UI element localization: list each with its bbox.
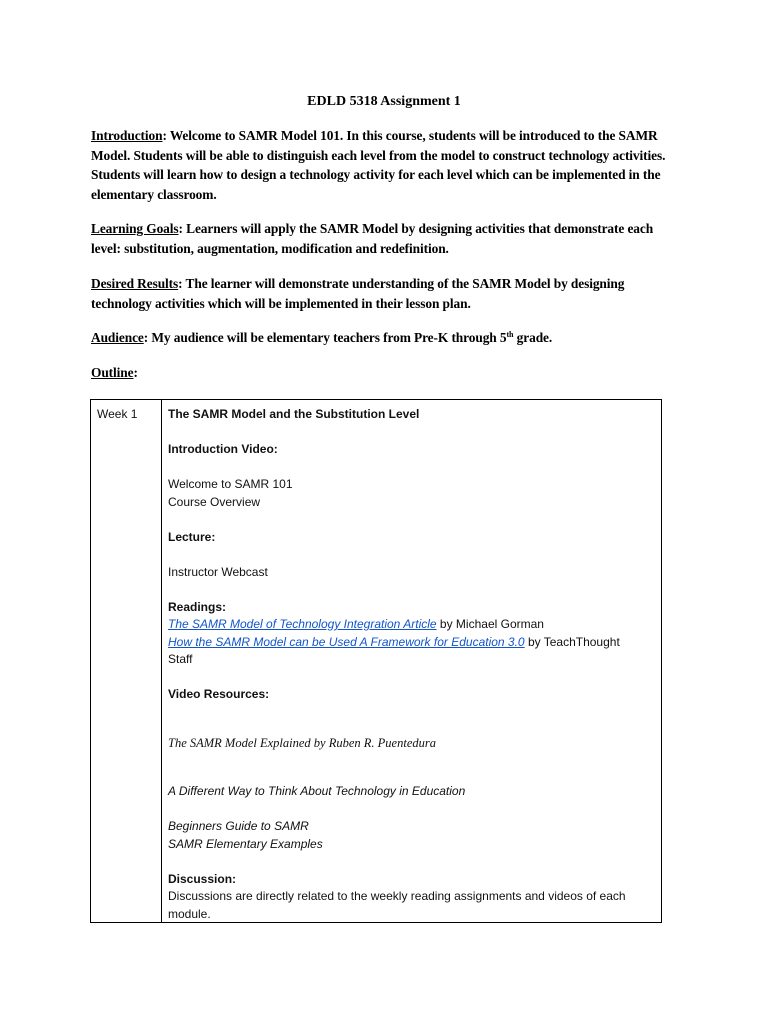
reading-author: by TeachThought	[524, 634, 620, 649]
reading-author: by Michael Gorman	[436, 617, 544, 631]
intro-video-item: Course Overview	[168, 494, 261, 509]
video-resource-item: Beginners Guide to SAMR	[168, 819, 309, 833]
video-resource-item: A Different Way to Think About Technology in Education	[168, 784, 466, 798]
audience-superscript: th	[506, 330, 514, 339]
outline-label: Outline	[91, 365, 134, 380]
video-resource-item: The SAMR Model Explained by Ruben R. Puentedura	[168, 735, 436, 750]
lecture-item: Instructor Webcast	[168, 564, 268, 579]
discussion-heading: Discussion:	[168, 871, 237, 886]
readings-heading: Readings:	[168, 599, 227, 614]
desired-results-text: : The learner will demonstrate understanding of the SAMR Model by designing technology activities which will be implemented in their lesson plan.	[91, 276, 625, 311]
introduction-paragraph	[91, 126, 671, 204]
outline-table	[90, 399, 662, 923]
desired-results-paragraph	[91, 274, 671, 313]
outline-colon: :	[133, 365, 138, 380]
column-divider	[161, 400, 162, 922]
audience-text: : My audience will be elementary teachers from Pre-K through 5	[143, 330, 507, 345]
reading-item	[168, 616, 656, 634]
reading-link-samr-article[interactable]: The SAMR Model of Technology Integration Article	[168, 617, 437, 631]
reading-item	[168, 634, 656, 652]
lecture-heading: Lecture:	[168, 529, 216, 544]
audience-text-end: grade.	[513, 330, 553, 345]
intro-video-heading: Introduction Video:	[168, 442, 278, 456]
learning-goals-label: Learning Goals	[91, 221, 179, 236]
discussion-text: module.	[168, 906, 211, 921]
week-heading: The SAMR Model and the Substitution Level	[168, 407, 420, 421]
audience-label: Audience	[91, 330, 144, 345]
discussion-text: Discussions are directly related to the weekly reading assignments and videos of each	[168, 889, 626, 903]
reading-author-continued: Staff	[168, 652, 193, 666]
video-resources-heading: Video Resources:	[168, 687, 270, 701]
audience-paragraph	[91, 328, 671, 348]
document-title: EDLD 5318 Assignment 1	[307, 94, 461, 109]
outline-heading	[91, 363, 671, 383]
week-content-cell	[168, 406, 656, 923]
intro-video-item: Welcome to SAMR 101	[168, 477, 293, 491]
reading-link-education-3[interactable]: How the SAMR Model can be Used A Framework for Education 3.0	[168, 634, 525, 649]
desired-results-label: Desired Results	[91, 276, 179, 291]
introduction-label: Introduction	[91, 128, 163, 143]
week-label: Week 1	[97, 407, 138, 421]
learning-goals-text: : Learners will apply the SAMR Model by designing activities that demonstrate each level: substitution, augmentation, modification and redefinition.	[91, 221, 654, 256]
learning-goals-paragraph	[91, 219, 671, 258]
introduction-text: : Welcome to SAMR Model 101. In this course, students will be introduced to the SAMR Model. Students will be able to distinguish each level from the model to construct technology activities. Students will learn how to design a technology activity for each level which can be implemented in the elementary classroom.	[91, 128, 666, 202]
video-resource-item: SAMR Elementary Examples	[168, 836, 323, 851]
